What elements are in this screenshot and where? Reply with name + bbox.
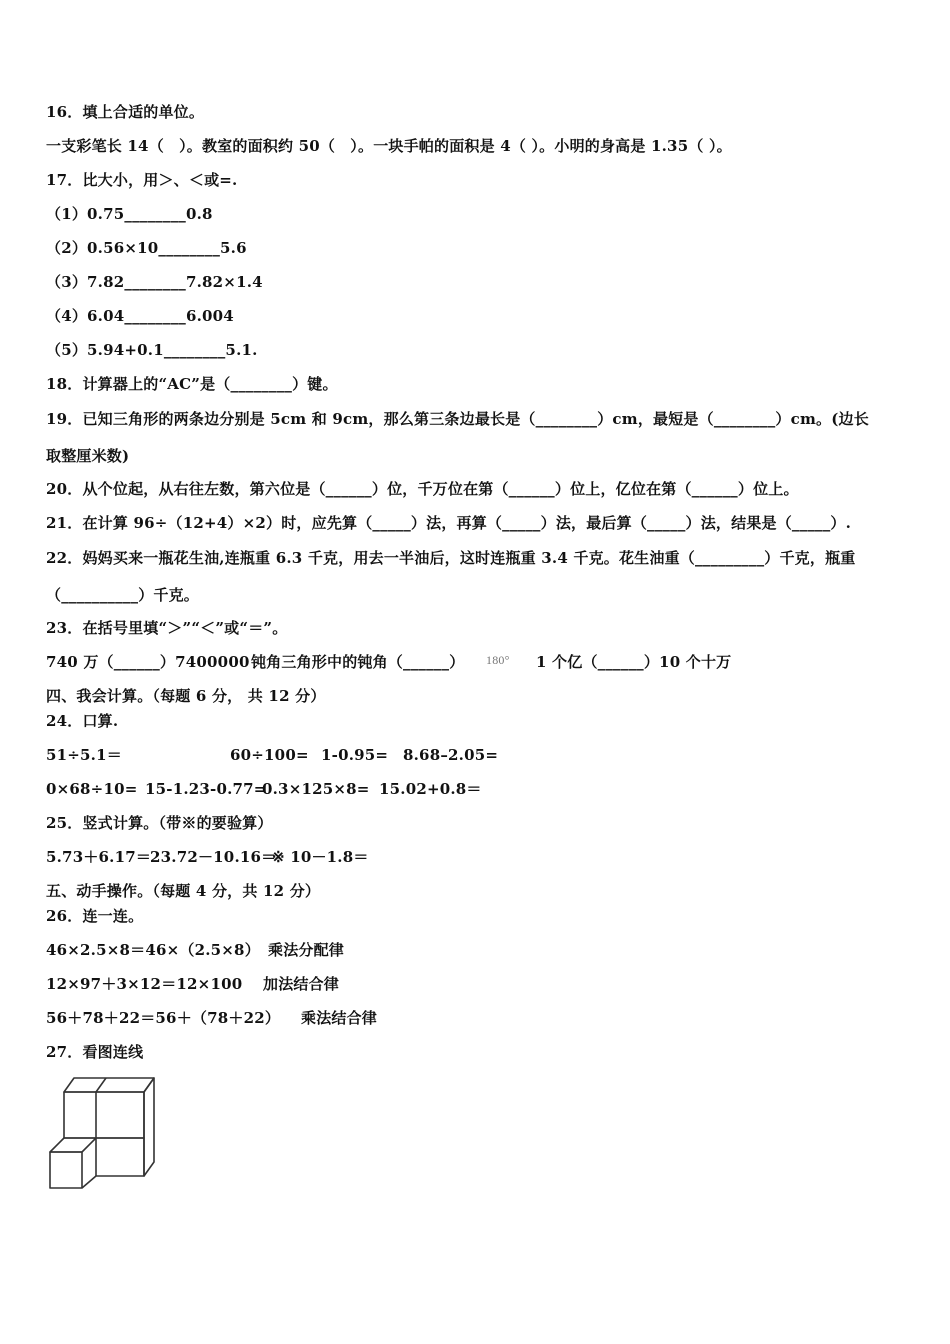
q23-title: 23．在括号里填“＞”“＜”或“＝”。 xyxy=(46,619,288,637)
section-4-title: 四、我会计算。（每题 6 分， 共 12 分） xyxy=(46,687,326,705)
q19-line-2: 取整厘米数) xyxy=(46,447,130,465)
cube-top-divider xyxy=(96,1078,106,1092)
q26-left-1: 46×2.5×8＝46×（2.5×8） xyxy=(46,941,260,959)
q26-left-2: 12×97＋3×12＝12×100 xyxy=(46,975,243,993)
q24-r2-c4: 15.02+0.8＝ xyxy=(379,780,482,798)
q25-row xyxy=(46,847,646,867)
q17-item-2: （2）0.56×10________5.6 xyxy=(46,239,247,257)
q26-left-3: 56＋78＋22＝56＋（78＋22） xyxy=(46,1009,281,1027)
cube-lower-front xyxy=(50,1152,82,1188)
cube-right-face xyxy=(144,1078,154,1176)
q22-line-1: 22．妈妈买来一瓶花生油,连瓶重 6.3 千克，用去一半油后，这时连瓶重 3.4 千克。花生油重（_________）千克，瓶重 xyxy=(46,549,856,567)
q24-r1-c2: 60÷100= xyxy=(230,746,309,764)
q23-row xyxy=(46,652,906,672)
q17-item-1: （1）0.75________0.8 xyxy=(46,205,213,223)
q16-text: 一支彩笔长 14（ ）。教室的面积约 50（ ）。一块手帕的面积是 4（ ）。小明的身高是 1.35（ ）。 xyxy=(46,137,732,155)
q24-row-1 xyxy=(46,745,646,765)
cube-top-face xyxy=(64,1078,154,1092)
q26-title: 26．连一连。 xyxy=(46,907,144,925)
q18-text: 18．计算器上的“AC”是（________）键。 xyxy=(46,375,338,393)
q25-item-3: ※ 10－1.8＝ xyxy=(272,848,369,866)
q24-r1-c4: 8.68–2.05= xyxy=(403,746,499,764)
q23-part-1: 740 万（______）7400000 xyxy=(46,653,250,671)
cube-lower-top xyxy=(50,1138,96,1152)
q25-title: 25．竖式计算。（带※的要验算） xyxy=(46,814,273,832)
q25-item-1: 5.73＋6.17＝ xyxy=(46,848,152,866)
q26-right-3: 乘法结合律 xyxy=(301,1009,378,1027)
q17-title: 17．比大小，用＞、＜或=. xyxy=(46,171,238,189)
cube-lower-right-front xyxy=(82,1138,144,1188)
q21-text: 21．在计算 96÷（12+4）×2）时，应先算（_____）法，再算（_____）法，最后算（_____）法，结果是（_____）. xyxy=(46,514,852,532)
cube-upper-front xyxy=(64,1092,144,1138)
q23-part-2: 钝角三角形中的钝角（______） xyxy=(251,653,465,671)
q26-row-3 xyxy=(46,1008,646,1028)
q26-right-1: 乘法分配律 xyxy=(268,941,345,959)
q26-row-1 xyxy=(46,940,646,960)
cube-stack-figure xyxy=(46,1072,158,1192)
q24-r1-c3: 1-0.95= xyxy=(321,746,389,764)
q23-note: 180° xyxy=(486,653,510,667)
q26-row-2 xyxy=(46,974,646,994)
q24-r2-c1: 0×68÷10= xyxy=(46,780,138,798)
q17-item-5: （5）5.94+0.1________5.1. xyxy=(46,341,258,359)
q17-item-3: （3）7.82________7.82×1.4 xyxy=(46,273,263,291)
q24-row-2 xyxy=(46,779,646,799)
q20-text: 20．从个位起，从右往左数，第六位是（______）位，千万位在第（______）位上，亿位在第（______）位上。 xyxy=(46,480,799,498)
q26-right-2: 加法结合律 xyxy=(263,975,340,993)
section-5-title: 五、动手操作。（每题 4 分，共 12 分） xyxy=(46,882,321,900)
q17-item-4: （4）6.04________6.004 xyxy=(46,307,234,325)
q25-item-2: 23.72－10.16＝ xyxy=(150,848,277,866)
q24-title: 24．口算. xyxy=(46,712,119,730)
q24-r2-c3: 0.3×125×8= xyxy=(262,780,370,798)
q16-title: 16．填上合适的单位。 xyxy=(46,103,205,121)
q27-title: 27．看图连线 xyxy=(46,1043,144,1061)
q23-part-3: 1 个亿（______）10 个十万 xyxy=(536,653,732,671)
q24-r1-c1: 51÷5.1＝ xyxy=(46,746,122,764)
q19-line-1: 19．已知三角形的两条边分别是 5cm 和 9cm，那么第三条边最长是（________）cm，最短是（________）cm。(边长 xyxy=(46,410,869,428)
q24-r2-c2: 15-1.23-0.77= xyxy=(145,780,267,798)
q22-line-2: （__________）千克。 xyxy=(46,586,200,604)
